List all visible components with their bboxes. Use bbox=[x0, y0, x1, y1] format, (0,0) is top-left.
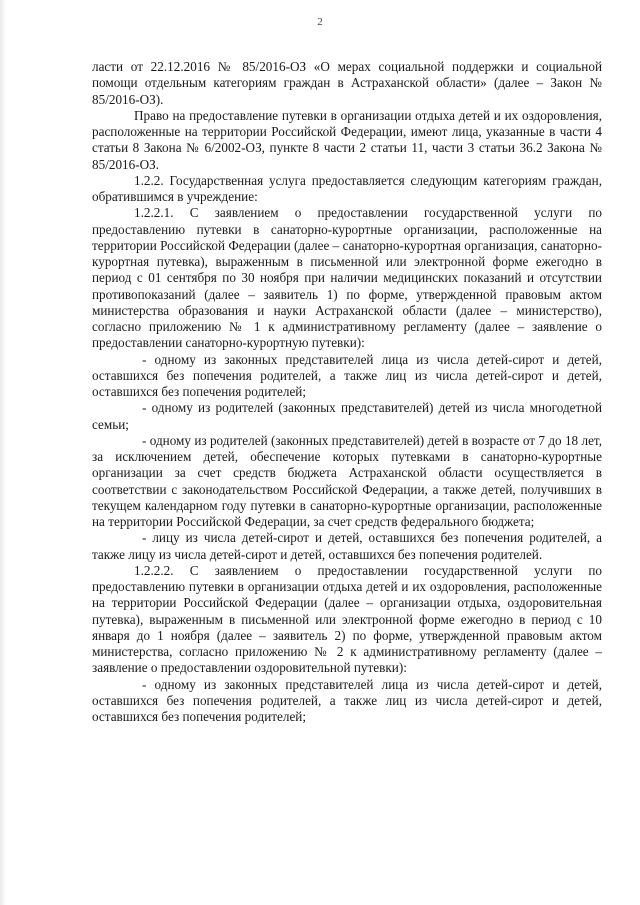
document-body bbox=[92, 59, 602, 725]
paragraph-right-to-voucher: Право на предоставление путевки в организации отдыха детей и их оздоровления, расположенные на территории Российской Федерации, имеют лица, указанные в части 4 статьи 8 Закона № 6/2002-ОЗ, пункте 8 части 2 статьи 11, части 3 статьи 36.2 Закона № 85/2016-ОЗ. bbox=[92, 107, 602, 172]
paragraph-1-2-2-1: 1.2.2.1. С заявлением о предоставлении государственной услуги по предоставлению путевки в санаторно-курортные организации, расположенные на территории Российской Федерации (далее – санаторно-курортная организация, санаторно-курортная путевка), выраженным в письменной или электронной форме ежегодно в период с 01 сентября по 30 ноября при наличии медицинских показаний и отсутствии противопоказаний (далее – заявитель 1) по форме, утвержденной правовым актом министерства образования и науки Астраханской области (далее – министерство), согласно приложению № 1 к административному регламенту (далее – заявление о предоставлении санаторно-курортную путевки): bbox=[92, 205, 602, 351]
list-item-children-7-18: - одному из родителей (законных представителей) детей в возрасте от 7 до 18 лет, за исключением детей, обеспечение которых путевками в санаторно-курортные организации за счет средств бюджета Астраханской области осуществляется в соответствии с законодательством Российской Федерации, а также детей, получивших в текущем календарном году путевки в санаторно-курортные организации, расположенные на территории Российской Федерации, за счет средств федерального бюджета; bbox=[92, 432, 602, 529]
paragraph-1-2-2: 1.2.2. Государственная услуга предоставляется следующим категориям граждан, обратившимся в учреждение: bbox=[92, 172, 602, 204]
paragraph-1-2-2-2: 1.2.2.2. С заявлением о предоставлении государственной услуги по предоставлению путевки в организации отдыха детей и их оздоровления, расположенные на территории Российской Федерации (далее – организации отдыха, оздоровительная путевка), выраженным в письменной или электронной форме ежегодно в период с 10 января до 1 ноября (далее – заявитель 2) по форме, утвержденной правовым актом министерства, согласно приложению № 2 к административному регламенту (далее – заявление о предоставлении оздоровительной путевки): bbox=[92, 562, 602, 676]
scan-edge bbox=[0, 0, 6, 905]
list-item-legal-representatives-2: - одному из законных представителей лица из числа детей-сирот и детей, оставшихся без попечения родителей, а также лиц из числа детей-сирот и детей, оставшихся без попечения родителей; bbox=[92, 676, 602, 724]
list-item-legal-representatives: - одному из законных представителей лица из числа детей-сирот и детей, оставшихся без попечения родителей, а также лиц из числа детей-сирот и детей, оставшихся без попечения родителей; bbox=[92, 351, 602, 399]
page-number: 2 bbox=[317, 16, 323, 28]
list-item-large-family: - одному из родителей (законных представителей) детей из числа многодетной семьи; bbox=[92, 400, 602, 432]
paragraph-law-reference: ласти от 22.12.2016 № 85/2016-ОЗ «О мерах социальной поддержки и социальной помощи отдельным категориям граждан в Астраханской области» (далее – Закон № 85/2016-ОЗ). bbox=[92, 59, 602, 107]
list-item-orphans: - лицу из числа детей-сирот и детей, оставшихся без попечения родителей, а также лицу из числа детей-сирот и детей, оставшихся без попечения родителей. bbox=[92, 530, 602, 562]
